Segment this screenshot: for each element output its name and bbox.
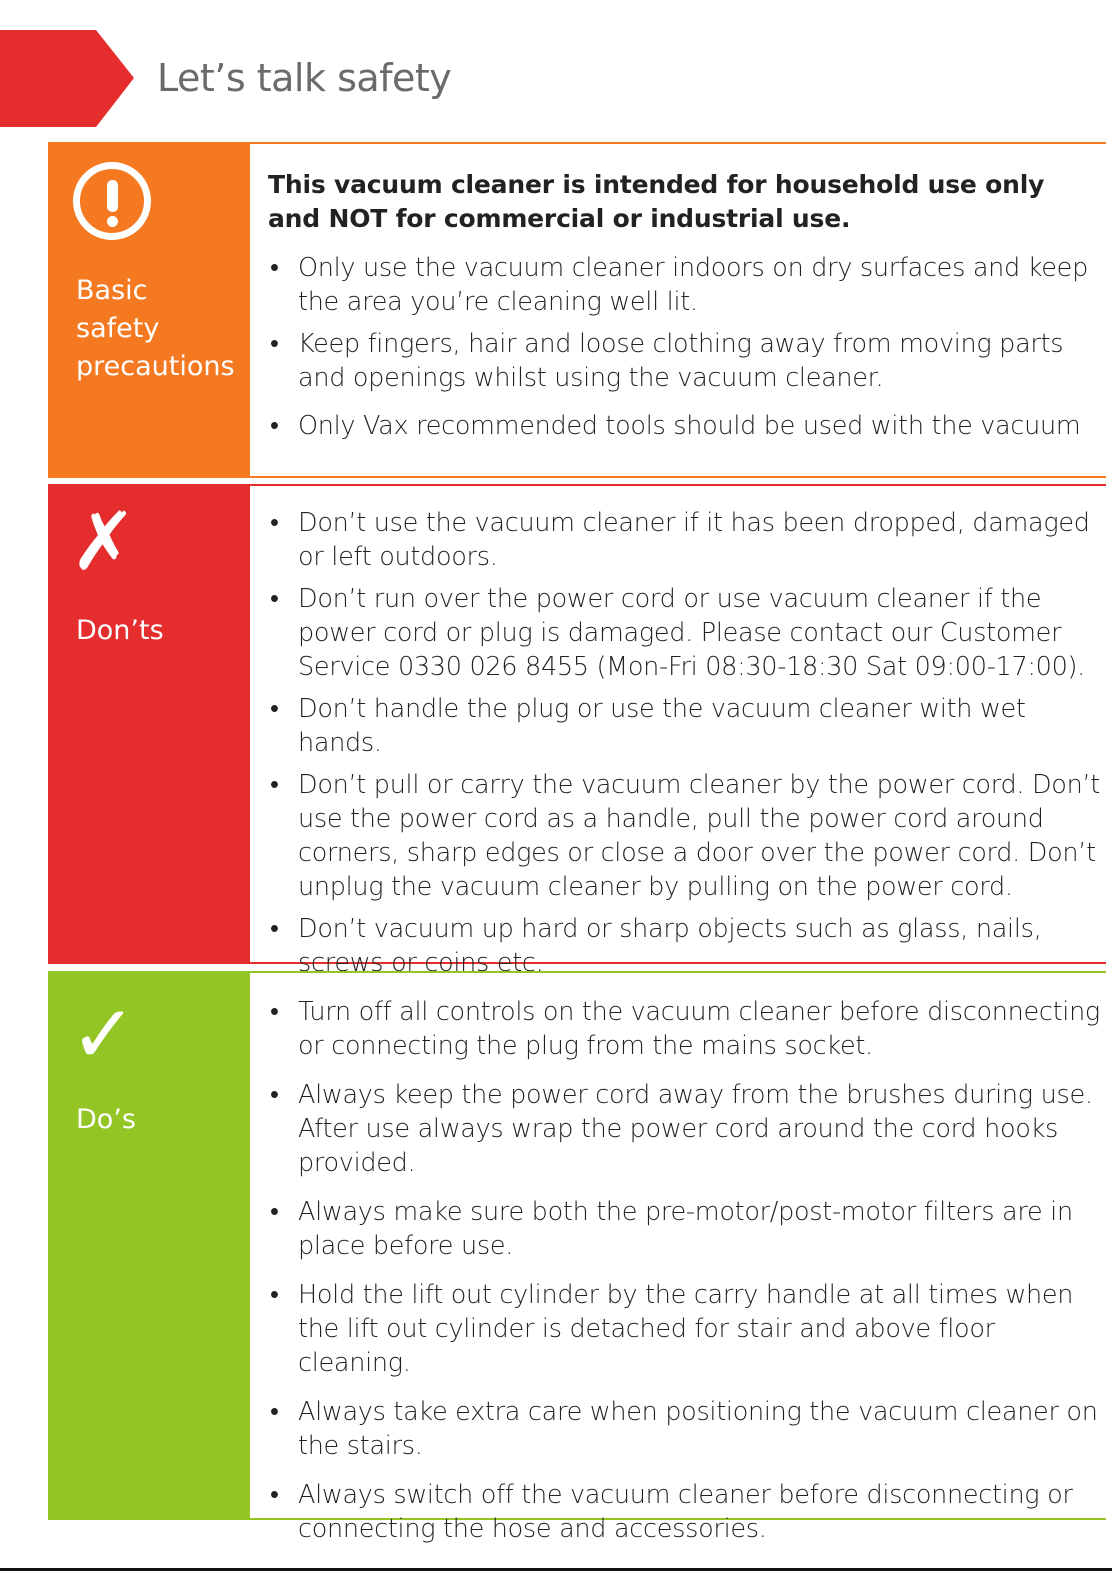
basic-safety-body xyxy=(250,142,1106,478)
list-item: • Only Vax recommended tools should be used with the vacuum xyxy=(268,409,1100,443)
basic-safety-section xyxy=(48,142,1106,478)
list-item: • Hold the lift out cylinder by the carry handle at all times when the lift out cylinder is detached for stair and above floor cleaning. xyxy=(268,1278,1100,1380)
basic-safety-label: Basic safety precautions xyxy=(76,275,235,382)
dos-list xyxy=(268,995,1100,1546)
page-title: Let’s talk safety xyxy=(157,56,452,100)
header-arrow xyxy=(0,30,134,127)
dos-sidebar xyxy=(48,971,250,1520)
list-item: • Always keep the power cord away from the brushes during use. After use always wrap the power cord around the cord hooks provided. xyxy=(268,1078,1100,1180)
donts-body xyxy=(250,484,1106,978)
list-item: • Don’t vacuum up hard or sharp objects such as glass, nails, screws or coins etc. xyxy=(268,912,1100,980)
donts-label: Don’ts xyxy=(76,615,164,646)
dos-section xyxy=(48,971,1106,1544)
list-item: • Always take extra care when positioning the vacuum cleaner on the stairs. xyxy=(268,1395,1100,1463)
donts-section xyxy=(48,484,1106,978)
dos-label: Do’s xyxy=(76,1104,136,1135)
household-use-notice: This vacuum cleaner is intended for household use only and NOT for commercial or industrial use. xyxy=(268,170,1045,233)
list-item: • Don’t use the vacuum cleaner if it has been dropped, damaged or left outdoors. xyxy=(268,506,1100,574)
exclamation-circle-icon xyxy=(73,162,151,240)
footer-divider xyxy=(0,1568,1112,1571)
list-item: • Always make sure both the pre-motor/post-motor filters are in place before use. xyxy=(268,1195,1100,1263)
donts-sidebar xyxy=(48,484,250,964)
list-item: • Don’t pull or carry the vacuum cleaner by the power cord. Don’t use the power cord as a handle, pull the power cord around corners, sharp edges or close a door over the power cord. Don’t unplug the vacuum cleaner by pulling on the power cord. xyxy=(268,768,1100,904)
dos-body xyxy=(250,971,1106,1544)
list-item: • Only use the vacuum cleaner indoors on dry surfaces and keep the area you’re cleaning well lit. xyxy=(268,251,1100,319)
basic-safety-sidebar xyxy=(48,142,250,478)
list-item: • Always switch off the vacuum cleaner before disconnecting or connecting the hose and accessories. xyxy=(268,1478,1100,1546)
list-item: • Don’t handle the plug or use the vacuum cleaner with wet hands. xyxy=(268,692,1100,760)
list-item: • Don’t run over the power cord or use vacuum cleaner if the power cord or plug is damaged. Please contact our Customer Service 0330 026 8455 (Mon-Fri 08:30-18:30 Sat 09:00-17:00). xyxy=(268,582,1100,684)
list-item: • Keep fingers, hair and loose clothing away from moving parts and openings whilst using the vacuum cleaner. xyxy=(268,327,1100,395)
basic-safety-list xyxy=(268,251,1100,443)
cross-icon: ✗ xyxy=(70,495,138,588)
donts-list xyxy=(268,506,1100,980)
list-item: • Turn off all controls on the vacuum cleaner before disconnecting or connecting the plug from the mains socket. xyxy=(268,995,1100,1063)
checkmark-icon: ✓ xyxy=(70,988,138,1081)
